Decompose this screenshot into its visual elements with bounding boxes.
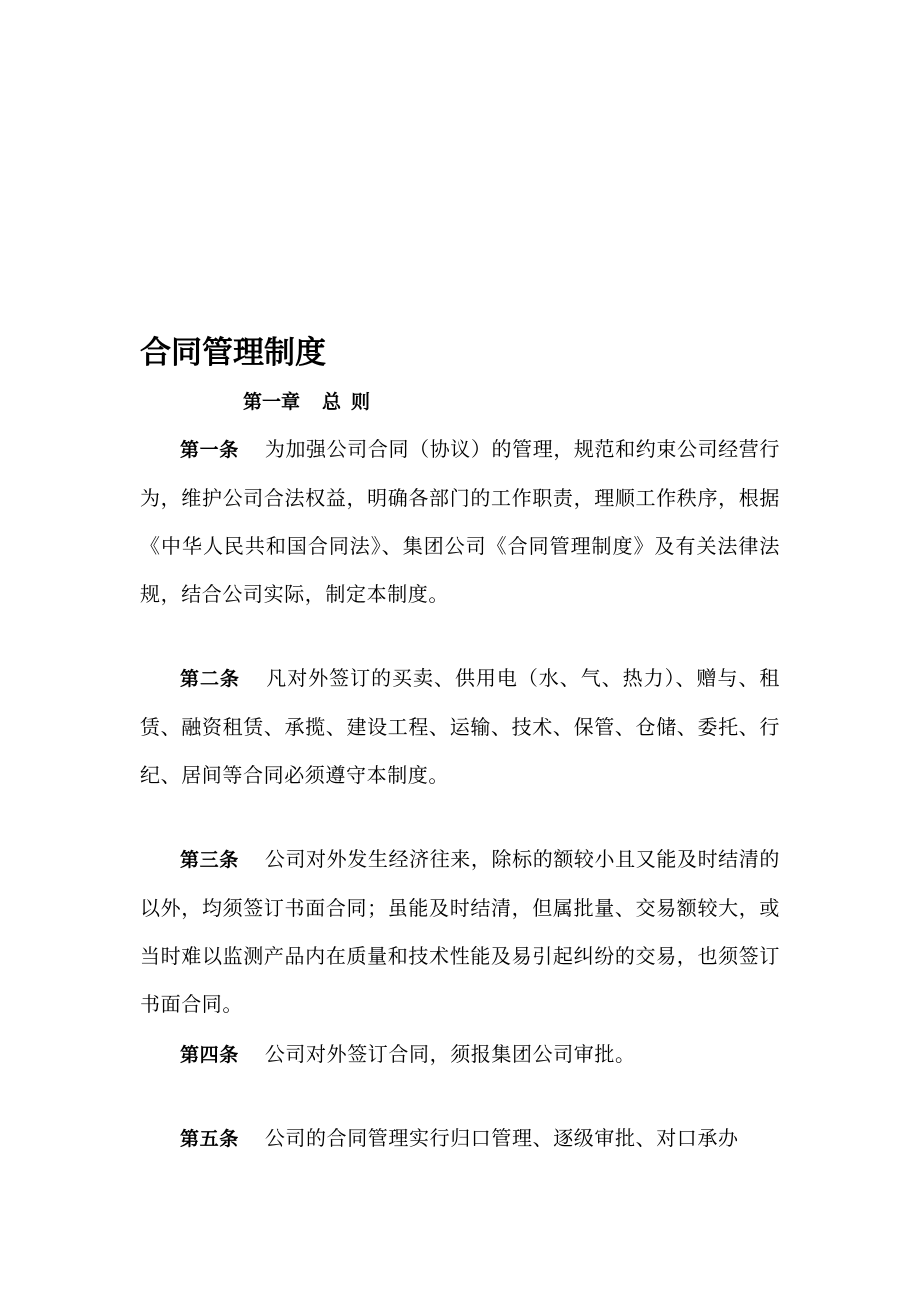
article-3-text: 公司对外发生经济往来，除标的额较小且又能及时结清的以外，均须签订书面合同；虽能及时结清，但属批量、交易额较大，或当时难以监测产品内在质量和技术性能及易引起纠纷的交易，也须签订书面合同。: [140, 847, 780, 1016]
article-1: [140, 425, 780, 618]
article-2-label: 第二条: [180, 668, 240, 690]
article-2: [140, 654, 780, 799]
article-5-label: 第五条: [180, 1128, 239, 1150]
chapter-heading: [243, 388, 370, 416]
article-4-text: 公司对外签订合同，须报集团公司审批。: [264, 1042, 636, 1066]
chapter-title-part2: 则: [351, 391, 371, 413]
chapter-title-part1: 总: [322, 391, 342, 413]
article-4-label: 第四条: [180, 1044, 239, 1066]
article-5-text: 公司的合同管理实行归口管理、逐级审批、对口承办: [264, 1126, 739, 1150]
chapter-number: 第一章: [243, 391, 301, 413]
article-2-text: 凡对外签订的买卖、供用电（水、气、热力）、赠与、租赁、融资租赁、承揽、建设工程、运输、技术、保管、仓储、委托、行纪、居间等合同必须遵守本制度。: [140, 666, 781, 787]
article-1-text: 为加强公司合同（协议）的管理，规范和约束公司经营行为，维护公司合法权益，明确各部门的工作职责，理顺工作秩序，根据《中华人民共和国合同法》、集团公司《合同管理制度》及有关法律法规，结合公司实际，制定本制度。: [140, 437, 780, 606]
article-3-label: 第三条: [180, 849, 239, 871]
document-title: 合同管理制度: [140, 335, 326, 371]
article-4: [140, 1030, 780, 1079]
article-5: [140, 1114, 780, 1163]
article-3: [140, 835, 780, 1028]
article-1-label: 第一条: [180, 439, 239, 461]
